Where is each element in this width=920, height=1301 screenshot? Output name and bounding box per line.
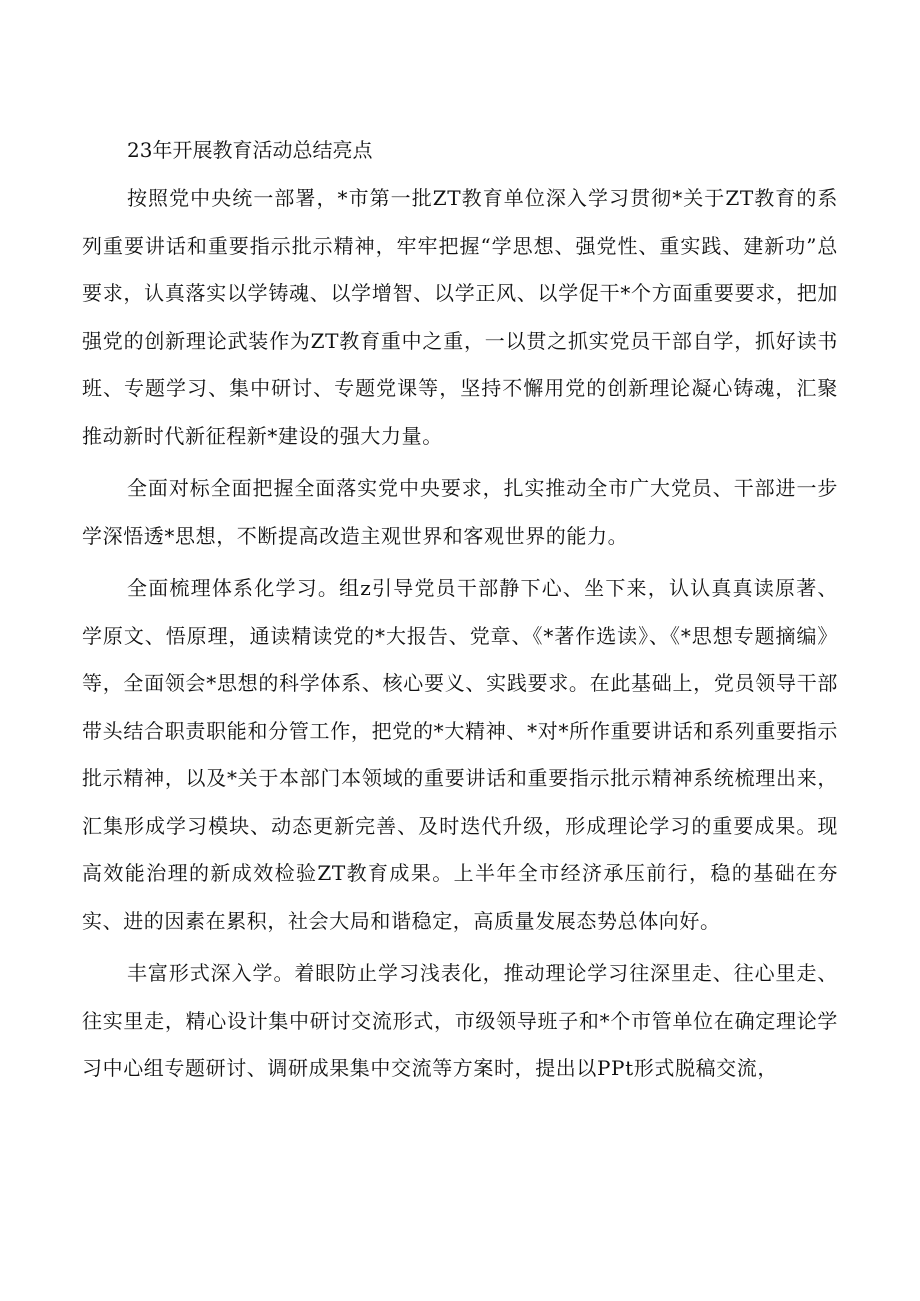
paragraph-1: 按照党中央统一部署，*市第一批ZT教育单位深入学习贯彻*关于ZT教育的系列重要讲话和重要指示批示精神，牢牢把握“学思想、强党性、重实践、建新功”总要求，认真落实以学铸魂、以学增智、以学正风、以学促干*个方面重要要求，把加强党的创新理论武装作为ZT教育重中之重，一以贯之抓实党员干部自学，抓好读书班、专题学习、集中研讨、专题党课等，坚持不懈用党的创新理论凝心铸魂，汇聚推动新时代新征程新*建设的强大力量。 <box>82 186 838 448</box>
paragraph-4: 丰富形式深入学。着眼防止学习浅表化，推动理论学习往深里走、往心里走、往实里走，精心设计集中研讨交流形式，市级领导班子和*个市管单位在确定理论学习中心组专题研讨、调研成果集中交流等方案时，提出以PPt形式脱稿交流， <box>82 961 838 1080</box>
paragraph-3: 全面梳理体系化学习。组z引导党员干部静下心、坐下来，认认真真读原著、学原文、悟原理，通读精读党的*大报告、党章、《*著作选读》、《*思想专题摘编》等，全面领会*思想的科学体系、核心要义、实践要求。在此基础上，党员领导干部带头结合职责职能和分管工作，把党的*大精神、*对*所作重要讲话和系列重要指示批示精神，以及*关于本部门本领域的重要讲话和重要指示批示精神系统梳理出来，汇集形成学习模块、动态更新完善、及时迭代升级，形成理论学习的重要成果。现高效能治理的新成效检验ZT教育成果。上半年全市经济承压前行，稳的基础在夯实、进的因素在累积，社会大局和谐稳定，高质量发展态势总体向好。 <box>82 576 838 933</box>
paragraph-2: 全面对标全面把握全面落实党中央要求，扎实推动全市广大党员、干部进一步学深悟透*思想，不断提高改造主观世界和客观世界的能力。 <box>82 476 838 548</box>
document-title: 23年开展教育活动总结亮点 <box>127 138 373 162</box>
